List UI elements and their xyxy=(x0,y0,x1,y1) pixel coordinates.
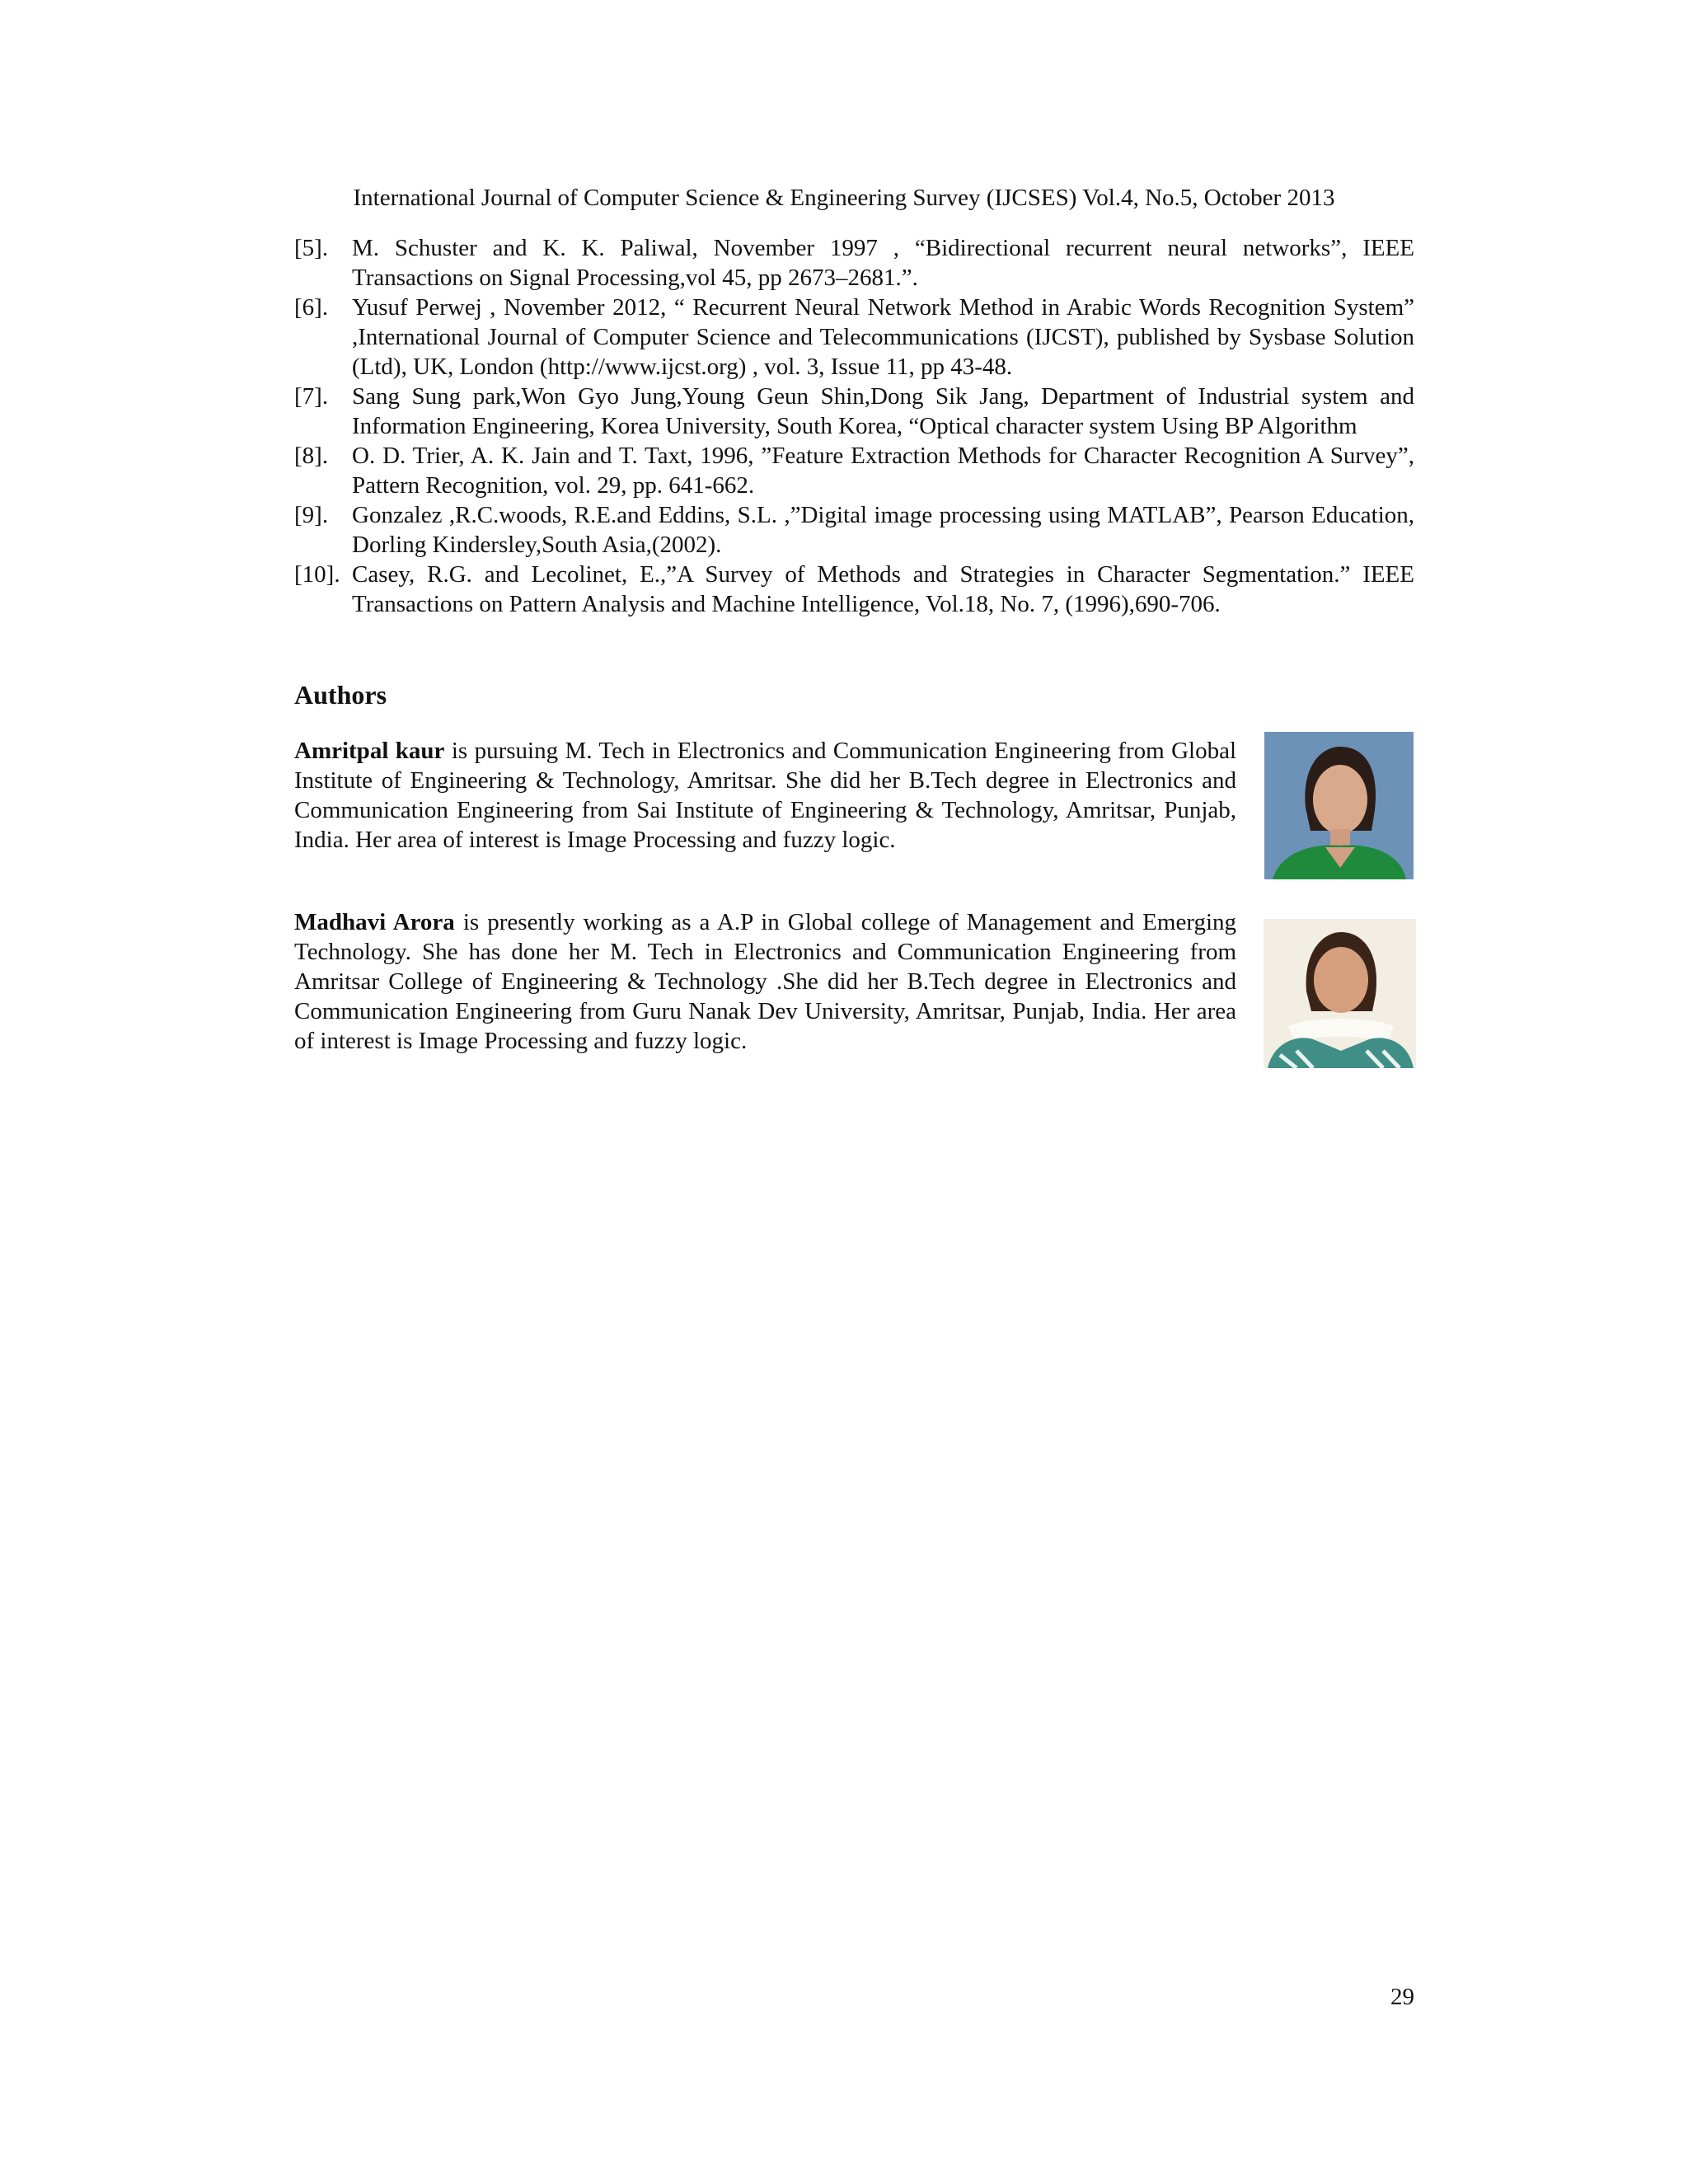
authors-heading: Authors xyxy=(294,680,387,710)
journal-header: International Journal of Computer Science & Engineering Survey (IJCSES) Vol.4, No.5, October 2013 xyxy=(353,185,1335,211)
reference-item xyxy=(294,233,1414,293)
author-photo xyxy=(1264,919,1416,1068)
author-bio-text: is presently working as a A.P in Global college of Management and Emerging Technology. She has done her M. Tech in Electronics and Communication Engineering from Amritsar College of Engineering & Technology .She did her B.Tech degree in Electronics and Communication Engineering from Guru Nanak Dev University, Amritsar, Punjab, India. Her area of interest is Image Processing and fuzzy logic. xyxy=(294,909,1237,1054)
reference-text: Sang Sung park,Won Gyo Jung,Young Geun Shin,Dong Sik Jang, Department of Industrial system and Information Engineering, Korea University, South Korea, “Optical character system Using BP Algorithm xyxy=(352,383,1414,439)
reference-number: [7]. xyxy=(294,383,329,410)
author-name: Amritpal kaur xyxy=(294,738,445,764)
author-portrait-image xyxy=(1264,919,1416,1068)
reference-number: [5]. xyxy=(294,235,329,261)
reference-text: Yusuf Perwej , November 2012, “ Recurrent Neural Network Method in Arabic Words Recognition System” ,International Journal of Computer Science and Telecommunications (IJCST), published by Sysbase Solution (Ltd), UK, London (http://www.ijcst.org) , vol. 3, Issue 11, pp 43-48. xyxy=(352,294,1414,380)
reference-text: Gonzalez ,R.C.woods, R.E.and Eddins, S.L. ,”Digital image processing using MATLAB”, Pearson Education, Dorling Kindersley,South Asia,(2002). xyxy=(352,502,1414,558)
reference-item xyxy=(294,293,1414,382)
reference-number: [6]. xyxy=(294,294,329,321)
author-portrait-image xyxy=(1264,732,1414,879)
reference-item xyxy=(294,500,1414,560)
reference-number: [8]. xyxy=(294,443,329,469)
reference-text: M. Schuster and K. K. Paliwal, November 1997 , “Bidirectional recurrent neural networks”, IEEE Transactions on Signal Processing,vol 45, pp 2673–2681.”. xyxy=(352,235,1414,291)
author-bio xyxy=(294,907,1236,1056)
author-photo xyxy=(1264,732,1414,879)
reference-item xyxy=(294,382,1414,441)
page-number: 29 xyxy=(1390,1984,1414,2010)
reference-text: O. D. Trier, A. K. Jain and T. Taxt, 1996, ”Feature Extraction Methods for Character Recognition A Survey”, Pattern Recognition, vol. 29, pp. 641-662. xyxy=(352,443,1414,499)
author-bio-text: is pursuing M. Tech in Electronics and Communication Engineering from Global Institute of Engineering & Technology, Amritsar. She did her B.Tech degree in Electronics and Communication Engineering from Sai Institute of Engineering & Technology, Amritsar, Punjab, India. Her area of interest is Image Processing and fuzzy logic. xyxy=(294,738,1237,853)
reference-item xyxy=(294,560,1414,619)
reference-text: Casey, R.G. and Lecolinet, E.,”A Survey of Methods and Strategies in Character Segmentation.” IEEE Transactions on Pattern Analysis and Machine Intelligence, Vol.18, No. 7, (1996),690-706. xyxy=(352,561,1414,617)
reference-item xyxy=(294,441,1414,500)
reference-number: [10]. xyxy=(294,561,340,588)
author-bio xyxy=(294,736,1236,855)
reference-list xyxy=(294,233,1414,619)
reference-number: [9]. xyxy=(294,502,329,528)
author-name: Madhavi Arora xyxy=(294,909,455,935)
